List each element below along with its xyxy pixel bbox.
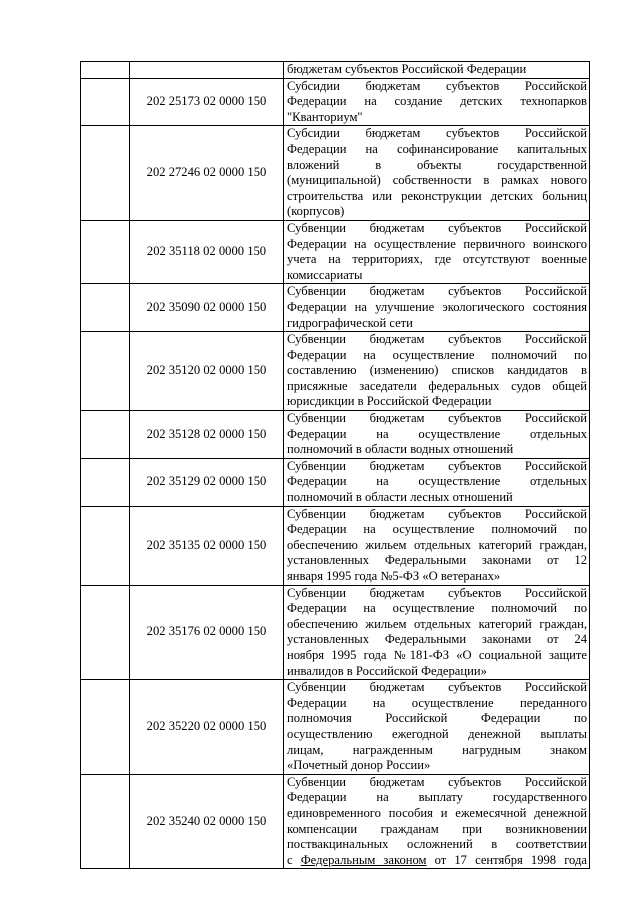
description-line: поствакцинальных осложнений в соответствии [287, 837, 587, 852]
description-line: Федерации на осуществление отдельных [287, 426, 587, 441]
row-number-cell [81, 774, 130, 869]
description-line: бюджетам субъектов Российской Федерации [287, 62, 527, 76]
revenue-description-cell [284, 774, 590, 869]
description-line: установленных Федеральными законами от 24 [287, 632, 587, 647]
description-line: (корпусов) [287, 204, 345, 219]
revenue-description-cell [284, 78, 590, 126]
budget-code-cell: 202 35120 02 0000 150 [130, 332, 284, 411]
row-number-cell [81, 332, 130, 411]
description-line-prefix: с [287, 852, 301, 867]
revenue-description-cell [284, 506, 590, 585]
description-line: инвалидов в Российской Федерации» [287, 663, 487, 678]
description-line: полномочия Российской Федерации по [287, 711, 587, 726]
table-row [81, 411, 590, 459]
description-line: комиссариаты [287, 267, 363, 282]
table-row [81, 680, 590, 775]
description-line: Федерации на осуществление отдельных [287, 474, 587, 489]
federal-law-link[interactable]: Федеральным законом [300, 852, 427, 867]
table-row [81, 774, 590, 869]
description-line: Федерации на осуществление полномочий по [287, 347, 587, 362]
row-number-cell [81, 220, 130, 283]
description-line: Субвенции бюджетам субъектов Российской [287, 458, 587, 473]
description-line: вложений в объекты государственной [287, 157, 587, 172]
budget-code-cell: 202 35135 02 0000 150 [130, 506, 284, 585]
budget-revenue-table [80, 61, 590, 869]
table-row [81, 78, 590, 126]
budget-code-cell: 202 35240 02 0000 150 [130, 774, 284, 869]
description-line: Субвенции бюджетам субъектов Российской [287, 220, 587, 235]
description-line: Федерации на осуществление переданного [287, 695, 587, 710]
description-line: Субвенции бюджетам субъектов Российской [287, 411, 587, 426]
description-line: "Кванториум" [287, 109, 363, 124]
description-line: Федерации на осуществление полномочий по [287, 601, 587, 616]
budget-code-cell: 202 35176 02 0000 150 [130, 585, 284, 680]
description-line: обеспечению жильем отдельных категорий граждан, [287, 616, 587, 631]
description-line: Федерации на создание детских технопарков [287, 94, 587, 109]
table-row [81, 506, 590, 585]
description-line: ноября 1995 года №181-ФЗ «О социальной защите [287, 647, 587, 662]
description-line: Субвенции бюджетам субъектов Российской [287, 284, 587, 299]
description-line: присяжные заседатели федеральных судов общей [287, 378, 587, 393]
description-line: полномочий в области водных отношений [287, 442, 514, 457]
description-line: единовременного пособия и ежемесячной денежной [287, 805, 587, 820]
table-row [81, 220, 590, 283]
revenue-description-cell [284, 220, 590, 283]
revenue-description-cell [284, 585, 590, 680]
revenue-description-cell [284, 62, 590, 79]
revenue-description-cell [284, 284, 590, 332]
budget-code-cell: 202 27246 02 0000 150 [130, 126, 284, 221]
budget-code-cell: 202 35118 02 0000 150 [130, 220, 284, 283]
row-number-cell [81, 458, 130, 506]
description-line: Федерации на осуществление полномочий по [287, 522, 587, 537]
description-line [287, 853, 587, 869]
description-line: осуществлению ежегодной денежной выплаты [287, 726, 587, 741]
row-number-cell [81, 78, 130, 126]
description-line: составлению (изменению) списков кандидатов в [287, 363, 587, 378]
description-line: строительства или реконструкции детских больниц [287, 188, 587, 203]
row-number-cell [81, 126, 130, 221]
row-number-cell [81, 284, 130, 332]
budget-code-cell [130, 62, 284, 79]
row-number-cell [81, 411, 130, 459]
description-line: Субвенции бюджетам субъектов Российской [287, 585, 587, 600]
budget-code-cell: 202 35129 02 0000 150 [130, 458, 284, 506]
description-line: лицам, награжденным нагрудным знаком [287, 742, 587, 757]
table-row [81, 585, 590, 680]
description-line: Федерации на софинансирование капитальных [287, 141, 587, 156]
budget-code-cell: 202 35128 02 0000 150 [130, 411, 284, 459]
description-line: обеспечению жильем отдельных категорий граждан, [287, 537, 587, 552]
description-line: января 1995 года №5-ФЗ «О ветеранах» [287, 569, 501, 583]
description-line: Федерации на улучшение экологического состояния [287, 299, 587, 314]
budget-code-cell: 202 25173 02 0000 150 [130, 78, 284, 126]
description-line: Субсидии бюджетам субъектов Российской [287, 126, 587, 141]
budget-code-cell: 202 35090 02 0000 150 [130, 284, 284, 332]
table-body [81, 62, 590, 869]
revenue-description-cell [284, 680, 590, 775]
row-number-cell [81, 585, 130, 680]
table-row [81, 284, 590, 332]
budget-code-cell: 202 35220 02 0000 150 [130, 680, 284, 775]
description-line: Субвенции бюджетам субъектов Российской [287, 680, 587, 695]
description-line: установленных Федеральными законами от 12 [287, 553, 587, 568]
description-line: Субвенции бюджетам субъектов Российской [287, 774, 587, 789]
row-number-cell [81, 506, 130, 585]
revenue-description-cell [284, 126, 590, 221]
table-row [81, 458, 590, 506]
table-row [81, 62, 590, 79]
table-row [81, 332, 590, 411]
description-line: «Почетный донор России» [287, 758, 431, 773]
description-line: компенсации гражданам при возникновении [287, 821, 587, 836]
revenue-description-cell [284, 332, 590, 411]
revenue-description-cell [284, 458, 590, 506]
description-line: Субвенции бюджетам субъектов Российской [287, 506, 587, 521]
description-line: (муниципальной) собственности в рамках нового [287, 173, 587, 188]
description-line: Федерации на выплату государственного [287, 790, 587, 805]
row-number-cell [81, 62, 130, 79]
description-line: Федерации на осуществление первичного воинского [287, 236, 587, 251]
row-number-cell [81, 680, 130, 775]
description-line: учета на территориях, где отсутствуют военные [287, 252, 587, 267]
description-line: Субвенции бюджетам субъектов Российской [287, 332, 587, 347]
table-row [81, 126, 590, 221]
description-line: полномочий в области лесных отношений [287, 490, 513, 505]
description-line: Субсидии бюджетам субъектов Российской [287, 78, 587, 93]
revenue-description-cell [284, 411, 590, 459]
description-line: гидрографической сети [287, 315, 413, 330]
description-line-suffix: от 17 сентября 1998 года [426, 852, 587, 867]
description-line: юрисдикции в Российской Федерации [287, 394, 492, 409]
